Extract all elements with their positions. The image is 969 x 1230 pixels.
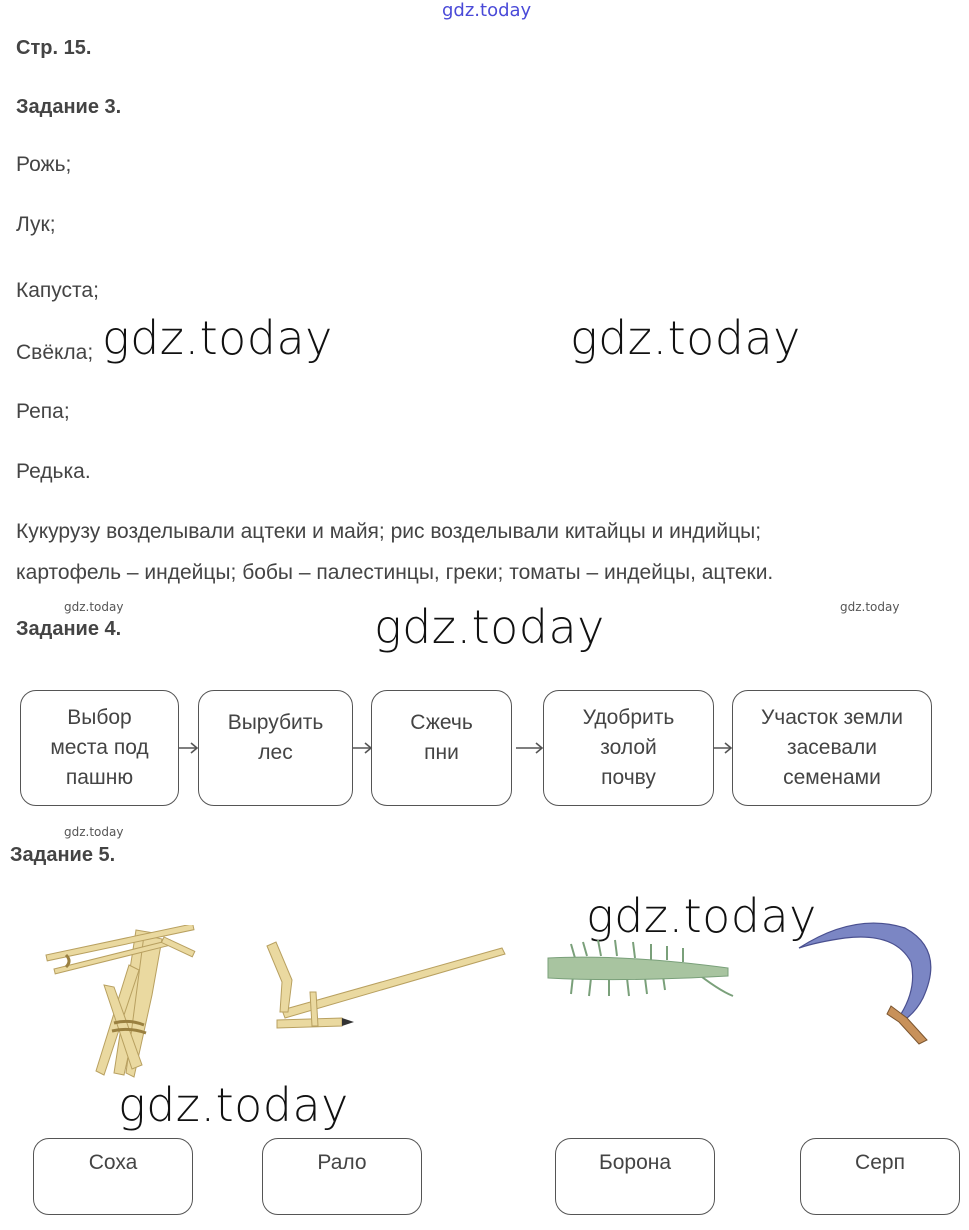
step-text: Удобрить [582, 706, 675, 729]
watermark: gdz.today [374, 600, 605, 654]
step-box-3 [371, 690, 512, 806]
task3-item: Репа; [16, 400, 70, 423]
task3-paragraph [16, 511, 773, 593]
arrow-right-icon [712, 740, 734, 756]
step-text: пни [424, 741, 459, 764]
tool-label: Рало [317, 1151, 367, 1174]
step-text: Участок земли [760, 706, 904, 729]
task3-item: Капуста; [16, 279, 99, 302]
task3-heading: Задание 3. [16, 96, 122, 118]
page-label: Стр. 15. [16, 37, 92, 59]
tool-label: Соха [88, 1151, 138, 1174]
arrow-right-icon [515, 740, 545, 756]
tool-label-box [555, 1138, 715, 1215]
small-watermark: gdz.today [64, 825, 124, 839]
step-text: золой [600, 736, 657, 759]
small-watermark: gdz.today [64, 600, 124, 614]
tool-label: Серп [855, 1151, 905, 1174]
top-watermark: gdz.today [442, 0, 532, 21]
step-box-4 [543, 690, 714, 806]
task3-paragraph-line1: Кукурузу возделывали ацтеки и майя; рис возделывали китайцы и индийцы; [16, 520, 762, 543]
borona-icon [543, 930, 743, 1010]
task5-heading: Задание 5. [10, 844, 116, 866]
step-box-1 [20, 690, 179, 806]
task4-heading: Задание 4. [16, 618, 122, 640]
tool-label-box [33, 1138, 193, 1215]
ralo-tip [342, 1018, 354, 1026]
step-text: почву [601, 766, 656, 789]
ralo-icon [262, 940, 512, 1035]
step-text: семенами [783, 766, 881, 789]
tool-label-box [262, 1138, 422, 1215]
watermark: gdz.today [586, 889, 817, 943]
arrow-right-icon [352, 740, 374, 756]
step-text: пашню [65, 766, 134, 789]
step-text: засевали [786, 736, 878, 759]
step-text: Выбор [67, 706, 132, 729]
serp-icon [795, 918, 940, 1048]
small-watermark: gdz.today [840, 600, 900, 614]
step-box-2 [198, 690, 353, 806]
tool-label: Борона [598, 1151, 672, 1174]
task3-item: Лук; [16, 213, 56, 236]
step-text: лес [258, 741, 293, 764]
task3-item: Редька. [16, 460, 91, 483]
soha-icon [44, 925, 204, 1085]
task3-item: Свёкла; [16, 341, 94, 364]
step-text: места под [50, 736, 149, 759]
step-text: Сжечь [410, 711, 473, 734]
tool-label-box [800, 1138, 960, 1215]
step-text: Вырубить [227, 711, 324, 734]
watermark: gdz.today [102, 311, 333, 365]
task3-paragraph-line2: картофель – индейцы; бобы – палестинцы, греки; томаты – индейцы, ацтеки. [16, 561, 774, 584]
task3-item: Рожь; [16, 153, 72, 176]
watermark: gdz.today [570, 311, 801, 365]
step-box-5 [732, 690, 932, 806]
watermark: gdz.today [118, 1078, 349, 1132]
arrow-right-icon [178, 740, 200, 756]
